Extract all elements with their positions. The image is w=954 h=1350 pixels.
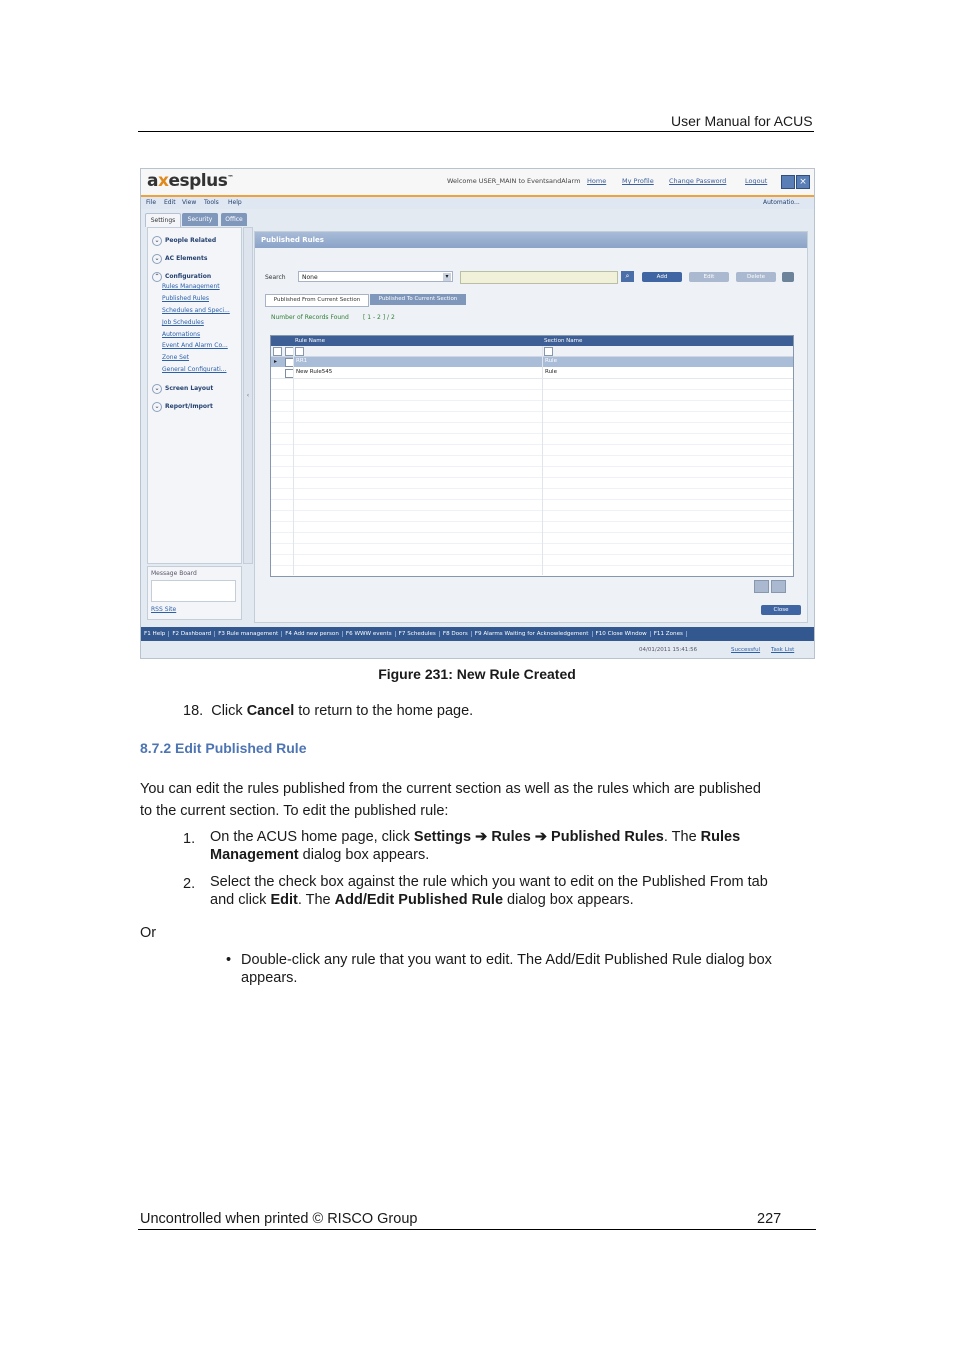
fkey-close-window[interactable]: F10 Close Window [593,631,651,637]
section-name-cell: Rule [545,358,557,364]
footer-rule [138,1229,816,1230]
filter-icon[interactable] [273,347,282,356]
fkey-add-person[interactable]: F4 Add new person [282,631,343,637]
fkey-schedules[interactable]: F7 Schedules [396,631,440,637]
logout-link[interactable]: Logout [745,177,768,185]
message-board-area [151,580,236,602]
next-page-icon[interactable] [771,580,786,593]
minimize-icon[interactable] [781,175,795,189]
edit-button[interactable]: Edit [689,272,729,282]
table-empty-rows [271,379,793,575]
table-header [271,336,793,346]
fkey-zones[interactable]: F11 Zones [651,631,687,637]
column-divider [542,346,543,575]
home-link[interactable]: Home [587,177,607,185]
rule-name-cell: RR1 [296,358,308,364]
menu-tools[interactable]: Tools [204,199,219,206]
sidebar-link-schedules[interactable]: Schedules and Speci... [162,307,230,314]
filter-row [271,346,793,357]
status-datetime: 04/01/2011 15:41:56 [639,647,698,653]
sidebar-report-import[interactable]: ⌄ Report/Import [152,402,213,412]
intro-line-1: You can edit the rules published from the current section as well as the rules which are published [140,781,761,797]
tab-security[interactable]: Security [182,213,218,226]
search-label: Search [265,274,286,281]
menu-help[interactable]: Help [228,199,242,206]
fkey-help[interactable]: F1 Help [141,631,169,637]
status-bar [141,642,814,658]
fkey-rule-management[interactable]: F3 Rule management [215,631,282,637]
chevron-up-icon: ⌃ [152,272,162,282]
filter-icon[interactable] [295,347,304,356]
printer-icon[interactable] [782,272,794,282]
records-count: [ 1 - 2 ] / 2 [363,314,395,321]
footer-left: Uncontrolled when printed © RISCO Group [140,1211,418,1227]
prev-page-icon[interactable] [754,580,769,593]
rules-table [270,335,794,577]
step-1: On the ACUS home page, click Settings ➔ Rules ➔ Published Rules. The Rules Management dialog box appears. [210,829,741,863]
arrow-right-icon: ➔ [530,829,552,845]
sidebar-screen-layout[interactable]: ⌄ Screen Layout [152,384,213,394]
arrow-right-icon: ➔ [471,829,492,845]
task-list-link[interactable]: Task List [771,647,795,653]
close-icon[interactable]: × [796,175,810,189]
tab-office[interactable]: Office [221,213,247,226]
my-profile-link[interactable]: My Profile [622,177,654,185]
figure-caption: Figure 231: New Rule Created [378,666,576,682]
step-2: Select the check box against the rule which you want to edit on the Published From tab and click Edit. The Add/Edit Published Rule dialog box appears. [210,874,768,908]
rule-name-cell: New Rule545 [296,369,333,375]
status-message[interactable]: Successful [731,647,761,653]
delete-button[interactable]: Delete [736,272,776,282]
axesplus-logo: axesplus™ [147,171,233,191]
menu-edit[interactable]: Edit [164,199,176,206]
row-pointer-icon: ▸ [274,358,278,365]
header-rule [138,131,814,132]
automation-button[interactable]: Automatio... [763,199,800,206]
cancel-term: Cancel [246,703,295,719]
menu-bar [141,197,814,209]
section-heading: 8.7.2 Edit Published Rule [140,740,307,756]
section-name-cell: Rule [545,369,557,375]
sidebar-configuration[interactable]: ⌃ Configuration [152,272,211,282]
fkey-www-events[interactable]: F6 WWW events [343,631,396,637]
subtab-published-to[interactable]: Published To Current Section [370,294,466,305]
step-1-number: 1. [183,831,196,847]
sidebar-ac-elements[interactable]: ⌄ AC Elements [152,254,207,264]
chevron-down-icon: ▾ [443,273,451,281]
close-button[interactable]: Close [761,605,801,615]
subtab-published-from[interactable]: Published From Current Section [265,294,369,307]
bullet-dot: • [226,952,232,968]
app-titlebar [141,169,814,197]
chevron-down-icon: ⌄ [152,236,162,246]
sidebar-link-event-alarm[interactable]: Event And Alarm Co... [162,342,228,349]
or-text: Or [140,925,157,941]
tab-settings[interactable]: Settings [145,213,181,227]
fkey-alarms[interactable]: F9 Alarms Waiting for Acknowledgement [472,631,593,637]
intro-line-2: to the current section. To edit the published rule: [140,803,449,819]
sidebar [147,227,242,564]
search-input[interactable] [460,271,618,284]
function-key-bar [141,627,814,641]
bullet-item: Double-click any rule that you want to edit. The Add/Edit Published Rule dialog box appears. [241,952,772,986]
change-password-link[interactable]: Change Password [669,177,727,185]
rss-site-link[interactable]: RSS Site [151,606,177,613]
sidebar-link-job-schedules[interactable]: Job Schedules [162,319,204,326]
welcome-text: Welcome USER_MAIN to EventsandAlarm [447,177,581,185]
fkey-dashboard[interactable]: F2 Dashboard [169,631,215,637]
step-number: 18. [183,703,204,719]
search-icon[interactable]: ⌕ [621,271,634,282]
message-board-label: Message Board [151,570,197,577]
column-divider [293,346,294,575]
running-header: User Manual for ACUS [671,113,813,129]
page-number: 227 [757,1211,782,1227]
chevron-down-icon: ⌄ [152,384,162,394]
message-board [147,566,242,620]
published-rules-panel [254,231,808,623]
sidebar-link-automations[interactable]: Automations [162,331,201,338]
sidebar-link-zone-set[interactable]: Zone Set [162,354,190,361]
chevron-down-icon: ⌄ [152,254,162,264]
records-label: Number of Records Found [271,314,349,321]
fkey-doors[interactable]: F8 Doors [440,631,472,637]
sidebar-link-published-rules[interactable]: Published Rules [162,295,209,302]
figure-screenshot [140,168,815,659]
sidebar-people-related[interactable]: ⌄ People Related [152,236,216,246]
menu-view[interactable]: View [182,199,197,206]
step-18: 18. Click Cancel to return to the home page. [183,703,474,719]
table-row[interactable] [271,357,793,367]
sidebar-link-general-config[interactable]: General Configurati... [162,366,227,373]
add-button[interactable]: Add [642,272,682,282]
step-2-number: 2. [183,876,196,892]
chevron-down-icon: ⌄ [152,402,162,412]
search-select[interactable]: None ▾ [298,271,453,282]
sidebar-link-rules-management[interactable]: Rules Management [162,283,220,290]
filter-icon[interactable] [544,347,553,356]
panel-title: Published Rules [255,232,807,248]
table-row[interactable] [271,368,793,379]
menu-file[interactable]: File [146,199,157,206]
column-section-name[interactable]: Section Name [544,338,583,344]
sidebar-collapse-handle[interactable]: ‹ [243,227,253,564]
column-rule-name[interactable]: Rule Name [295,338,325,344]
